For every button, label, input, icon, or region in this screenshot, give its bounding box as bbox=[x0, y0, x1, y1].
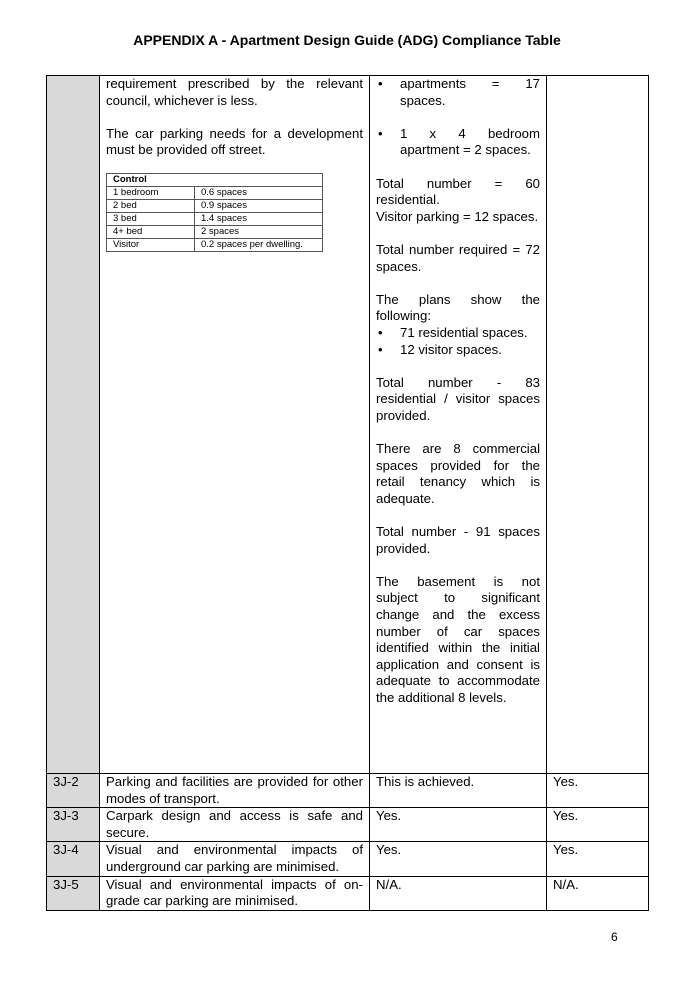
list-item: • apartments = 17 spaces. bbox=[376, 76, 540, 109]
requirement-cell: Visual and environmental impacts of underground car parking are minimised. bbox=[100, 842, 370, 876]
requirement-cell bbox=[100, 76, 370, 774]
compliance-cell: Yes. bbox=[547, 774, 649, 808]
assessment-paragraph: Total number = 60 residential. bbox=[376, 175, 540, 208]
assessment-paragraph: Total number required = 72 spaces. bbox=[376, 241, 540, 274]
section-id-cell bbox=[47, 76, 100, 774]
page-number: 6 bbox=[611, 930, 618, 944]
compliance-table bbox=[46, 75, 649, 911]
control-row: 4+ bed 2 spaces bbox=[107, 225, 323, 238]
table-row bbox=[47, 876, 649, 910]
control-row: Visitor 0.2 spaces per dwelling. bbox=[107, 238, 323, 251]
assessment-paragraph: The basement is not subject to significant change and the excess number of car spaces identified within the initial application and consent is adequate to accommodate the additional 8 levels. bbox=[376, 573, 540, 705]
assessment-paragraph: Total number - 83 residential / visitor spaces provided. bbox=[376, 374, 540, 423]
section-id: 3J-5 bbox=[47, 876, 100, 910]
list-item: • 71 residential spaces. bbox=[376, 325, 540, 342]
assessment-paragraph: The plans show the following: bbox=[376, 291, 540, 324]
bullet-list bbox=[376, 325, 540, 358]
table-row bbox=[47, 774, 649, 808]
section-id: 3J-4 bbox=[47, 842, 100, 876]
compliance-cell: Yes. bbox=[547, 842, 649, 876]
control-row: 3 bed 1.4 spaces bbox=[107, 212, 323, 225]
assessment-paragraph: There are 8 commercial spaces provided for the retail tenancy which is adequate. bbox=[376, 441, 540, 506]
assessment-cell: N/A. bbox=[370, 876, 547, 910]
requirement-cell: Parking and facilities are provided for other modes of transport. bbox=[100, 774, 370, 808]
requirement-paragraph: The car parking needs for a development must be provided off street. bbox=[106, 125, 363, 158]
requirement-cell: Visual and environmental impacts of on-grade car parking are minimised. bbox=[100, 876, 370, 910]
control-row: 1 bedroom 0.6 spaces bbox=[107, 186, 323, 199]
control-row: 2 bed 0.9 spaces bbox=[107, 199, 323, 212]
list-item: • 12 visitor spaces. bbox=[376, 342, 540, 359]
control-header: Control bbox=[107, 173, 323, 186]
bullet-list bbox=[376, 76, 540, 159]
assessment-cell: This is achieved. bbox=[370, 774, 547, 808]
assessment-cell: Yes. bbox=[370, 808, 547, 842]
assessment-cell: Yes. bbox=[370, 842, 547, 876]
compliance-cell: Yes. bbox=[547, 808, 649, 842]
control-table bbox=[106, 173, 323, 252]
list-item: • 1 x 4 bedroom apartment = 2 spaces. bbox=[376, 126, 540, 159]
section-id: 3J-3 bbox=[47, 808, 100, 842]
requirement-paragraph: requirement prescribed by the relevant council, whichever is less. bbox=[106, 76, 363, 108]
table-row bbox=[47, 808, 649, 842]
assessment-paragraph: Total number - 91 spaces provided. bbox=[376, 524, 540, 556]
assessment-cell bbox=[370, 76, 547, 774]
table-row bbox=[47, 842, 649, 876]
requirement-cell: Carpark design and access is safe and secure. bbox=[100, 808, 370, 842]
compliance-cell bbox=[547, 76, 649, 774]
table-row-continued bbox=[47, 76, 649, 774]
compliance-cell: N/A. bbox=[547, 876, 649, 910]
page-title: APPENDIX A - Apartment Design Guide (ADG) Compliance Table bbox=[133, 32, 561, 48]
assessment-paragraph: Visitor parking = 12 spaces. bbox=[376, 208, 539, 224]
section-id: 3J-2 bbox=[47, 774, 100, 808]
